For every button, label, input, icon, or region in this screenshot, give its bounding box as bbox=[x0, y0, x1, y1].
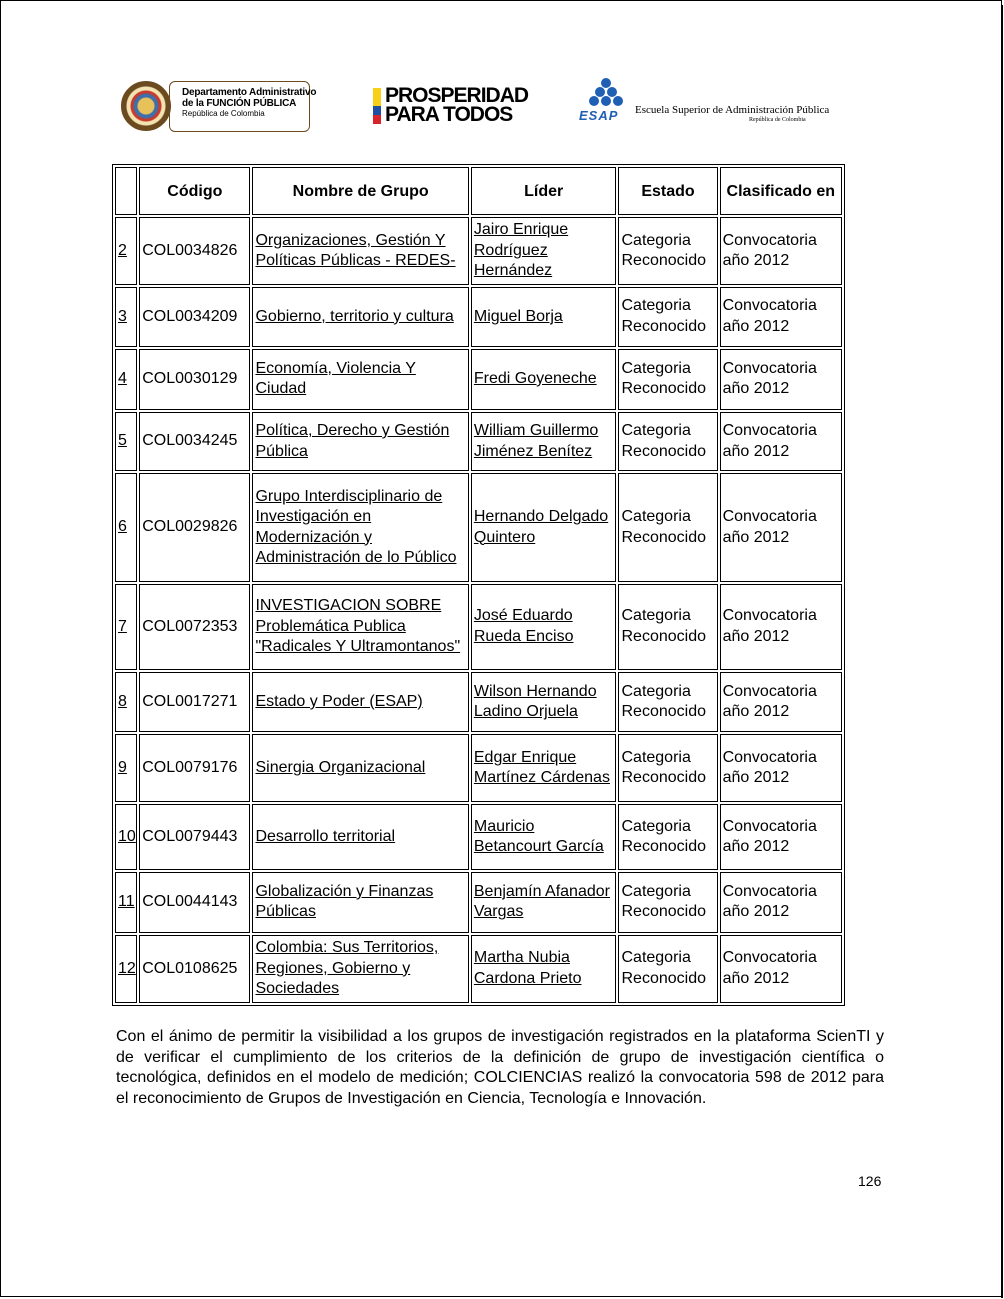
cell-clasificado: Convocatoria año 2012 bbox=[720, 872, 842, 933]
leader-link[interactable]: Mauricio Betancourt García bbox=[473, 817, 604, 856]
cell-clasificado: Convocatoria año 2012 bbox=[720, 672, 842, 732]
cell-clasificado: Convocatoria año 2012 bbox=[720, 935, 842, 1003]
cell-clasificado: Convocatoria año 2012 bbox=[720, 349, 842, 410]
row-number-link[interactable]: 2 bbox=[118, 241, 127, 259]
cell-clasificado: Convocatoria año 2012 bbox=[720, 287, 842, 347]
cell-estado: Categoria Reconocido bbox=[618, 672, 717, 732]
flag-blue-stripe bbox=[373, 106, 381, 115]
cell-estado: Categoria Reconocido bbox=[618, 412, 717, 472]
leader-link[interactable]: José Eduardo Rueda Enciso bbox=[473, 607, 574, 645]
cell-codigo: COL0044143 bbox=[139, 872, 250, 933]
cell-estado: Categoria Reconocido bbox=[618, 287, 717, 347]
row-number-link[interactable]: 3 bbox=[118, 307, 127, 325]
row-number-link[interactable]: 7 bbox=[118, 617, 127, 635]
group-name-link[interactable]: Grupo Interdisciplinario de Investigación en Modernización y Administración de lo Público bbox=[255, 487, 457, 567]
body-paragraph: Con el ánimo de permitir la visibilidad a los grupos de investigación registrados en la plataforma ScienTI y de verificar el cumplimiento de los criterios de la definición de grupo de investigación científica o tecnológica, definidos en el modelo de medición; COLCIENCIAS realizó la convocatoria 598 de 2012 para el reconocimiento de Grupos de Investigación en Ciencia, Tecnología e Innovación. bbox=[116, 1028, 884, 1107]
group-name-link[interactable]: Desarrollo territorial bbox=[255, 827, 396, 845]
research-groups-table bbox=[112, 164, 845, 1006]
leader-link[interactable]: Edgar Enrique Martínez Cárdenas bbox=[473, 748, 610, 787]
cell-estado: Categoria Reconocido bbox=[618, 584, 717, 671]
cell-codigo: COL0034826 bbox=[139, 217, 250, 285]
table-row bbox=[115, 473, 842, 581]
leader-link[interactable]: Martha Nubia Cardona Prieto bbox=[473, 949, 582, 987]
colombia-seal-icon bbox=[121, 81, 171, 131]
group-name-link[interactable]: Política, Derecho y Gestión Pública bbox=[255, 422, 450, 460]
cell-clasificado: Convocatoria año 2012 bbox=[720, 473, 842, 581]
cell-clasificado: Convocatoria año 2012 bbox=[720, 734, 842, 802]
cell-clasificado: Convocatoria año 2012 bbox=[720, 217, 842, 285]
table-row bbox=[115, 734, 842, 802]
cell-codigo: COL0029826 bbox=[139, 473, 250, 581]
group-name-link[interactable]: Sinergia Organizacional bbox=[255, 758, 426, 776]
cell-clasificado: Convocatoria año 2012 bbox=[720, 804, 842, 870]
row-number-link[interactable]: 10 bbox=[118, 827, 136, 845]
prosperidad-line1: PROSPERIDAD bbox=[385, 84, 529, 107]
esap-logo bbox=[577, 78, 830, 128]
esap-acronym: ESAP bbox=[579, 108, 619, 123]
dafp-text-box bbox=[169, 81, 317, 132]
group-name-link[interactable]: Colombia: Sus Territorios, Regiones, Gobierno y Sociedades bbox=[255, 939, 439, 998]
leader-link[interactable]: Hernando Delgado Quintero bbox=[473, 508, 609, 546]
cell-estado: Categoria Reconocido bbox=[618, 804, 717, 870]
leader-link[interactable]: Miguel Borja bbox=[473, 307, 563, 325]
table-row bbox=[115, 217, 842, 285]
colombia-flag-icon bbox=[373, 88, 381, 124]
group-name-link[interactable]: Estado y Poder (ESAP) bbox=[255, 692, 423, 710]
dafp-line1: Departamento Administrativo bbox=[182, 87, 317, 98]
table-row bbox=[115, 584, 842, 671]
group-name-link[interactable]: Globalización y Finanzas Públicas bbox=[255, 882, 434, 921]
cell-estado: Categoria Reconocido bbox=[618, 935, 717, 1003]
table-row bbox=[115, 349, 842, 410]
cell-codigo: COL0079176 bbox=[139, 734, 250, 802]
table-row bbox=[115, 935, 842, 1003]
cell-codigo: COL0079443 bbox=[139, 804, 250, 870]
cell-estado: Categoria Reconocido bbox=[618, 734, 717, 802]
header-num bbox=[115, 167, 137, 215]
dafp-line2: de la FUNCIÓN PÚBLICA bbox=[182, 98, 297, 109]
leader-link[interactable]: William Guillermo Jiménez Benítez bbox=[473, 422, 599, 460]
cell-estado: Categoria Reconocido bbox=[618, 217, 717, 285]
prosperidad-line2: PARA TODOS bbox=[385, 103, 513, 126]
dafp-line3: República de Colombia bbox=[182, 109, 265, 118]
prosperidad-text bbox=[385, 86, 528, 124]
group-name-link[interactable]: INVESTIGACION SOBRE Problemática Publica "Radicales Y Ultramontanos" bbox=[255, 597, 461, 656]
flag-red-stripe bbox=[373, 115, 381, 124]
cell-codigo: COL0017271 bbox=[139, 672, 250, 732]
table-row bbox=[115, 672, 842, 732]
row-number-link[interactable]: 4 bbox=[118, 369, 127, 387]
cell-clasificado: Convocatoria año 2012 bbox=[720, 584, 842, 671]
header-lider: Líder bbox=[471, 167, 617, 215]
esap-subtitle: República de Colombia bbox=[749, 117, 806, 123]
row-number-link[interactable]: 5 bbox=[118, 432, 127, 450]
cell-codigo: COL0108625 bbox=[139, 935, 250, 1003]
table-row bbox=[115, 804, 842, 870]
cell-codigo: COL0072353 bbox=[139, 584, 250, 671]
leader-link[interactable]: Fredi Goyeneche bbox=[473, 369, 597, 387]
group-name-link[interactable]: Economía, Violencia Y Ciudad bbox=[255, 359, 416, 398]
header-nombre: Nombre de Grupo bbox=[252, 167, 468, 215]
row-number-link[interactable]: 8 bbox=[118, 692, 127, 710]
cell-estado: Categoria Reconocido bbox=[618, 349, 717, 410]
table-row bbox=[115, 872, 842, 933]
cell-codigo: COL0034245 bbox=[139, 412, 250, 472]
table-row bbox=[115, 412, 842, 472]
cell-estado: Categoria Reconocido bbox=[618, 473, 717, 581]
leader-link[interactable]: Jairo Enrique Rodríguez Hernández bbox=[473, 221, 569, 280]
header-clasificado: Clasificado en bbox=[720, 167, 842, 215]
prosperidad-logo bbox=[373, 84, 529, 128]
row-number-link[interactable]: 6 bbox=[118, 518, 127, 536]
flag-yellow-stripe bbox=[373, 88, 381, 106]
header-codigo: Código bbox=[139, 167, 250, 215]
page-number: 126 bbox=[858, 1173, 882, 1189]
row-number-link[interactable]: 9 bbox=[118, 758, 127, 776]
cell-codigo: COL0030129 bbox=[139, 349, 250, 410]
header-estado: Estado bbox=[618, 167, 717, 215]
row-number-link[interactable]: 11 bbox=[118, 893, 135, 911]
leader-link[interactable]: Benjamín Afanador Vargas bbox=[473, 882, 610, 921]
row-number-link[interactable]: 12 bbox=[118, 959, 136, 977]
cell-clasificado: Convocatoria año 2012 bbox=[720, 412, 842, 472]
group-name-link[interactable]: Organizaciones, Gestión Y Políticas Públicas - REDES- bbox=[255, 231, 456, 270]
esap-name: Escuela Superior de Administración Pública bbox=[635, 104, 830, 116]
cell-codigo: COL0034209 bbox=[139, 287, 250, 347]
leader-link[interactable]: Wilson Hernando Ladino Orjuela bbox=[473, 682, 597, 721]
group-name-link[interactable]: Gobierno, territorio y cultura bbox=[255, 307, 454, 325]
table-header-row bbox=[115, 167, 842, 215]
table-row bbox=[115, 287, 842, 347]
cell-estado: Categoria Reconocido bbox=[618, 872, 717, 933]
dafp-logo bbox=[121, 81, 317, 133]
